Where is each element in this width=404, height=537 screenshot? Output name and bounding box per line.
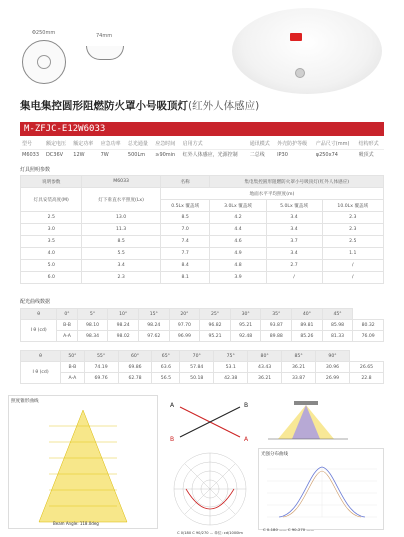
cone-chart-title: 照度锥形曲线 (11, 399, 39, 404)
table-cell: 30.96 (316, 362, 350, 373)
table-cell: / (322, 272, 383, 284)
table-cell: 3.5 (21, 236, 82, 248)
intensity-distribution-chart (258, 448, 384, 530)
table-cell: 3.4 (266, 248, 322, 260)
table-cell: 36.21 (282, 362, 316, 373)
ir-sensor-icon (295, 68, 305, 78)
table-cell: 98.10 (77, 320, 108, 331)
spec-header: 总光通量 (126, 138, 153, 149)
table-cell: 81.33 (322, 331, 353, 342)
table-cell: 4.4 (210, 224, 266, 236)
table-header: 说明参数 (21, 176, 82, 188)
table-cell: 2.5 (322, 236, 383, 248)
table-header: 地面水平平均照度(m) (160, 188, 383, 200)
table-cell: 4.6 (210, 236, 266, 248)
table-cell: 26.99 (316, 373, 350, 384)
cone-x-label: Beam Angle: 118.0deg (53, 521, 99, 526)
table-cell: 2.3 (82, 272, 160, 284)
photometric-section-title: 灯具照明参数 (20, 167, 51, 173)
indicator-light (290, 33, 302, 41)
spec-header: 通讯模式 (248, 138, 275, 149)
spec-header: 外壳防护等级 (275, 138, 314, 149)
spec-value: 吸顶式 (358, 152, 374, 159)
polar-caption: C 0/180 C 90/270 ... 单位: cd/1000lm (177, 531, 243, 535)
intensity-table-1 (20, 308, 384, 342)
lamp-side-drawing (86, 46, 124, 60)
photometric-table (20, 175, 384, 284)
table-row (21, 260, 384, 272)
angle-header: 45° (322, 309, 353, 320)
intensity-table-2 (20, 350, 384, 384)
table-cell: 63.6 (152, 362, 180, 373)
table-cell: 95.21 (230, 320, 261, 331)
table-cell: 6.0 (21, 272, 82, 284)
polar-diagram-svg (166, 449, 254, 527)
table-cell: 26.65 (349, 362, 383, 373)
svg-text:A: A (244, 436, 249, 443)
table-cell: B-B (57, 320, 77, 331)
table-cell: 69.86 (118, 362, 152, 373)
model-banner: M-ZFJC-E12W6033 (20, 122, 384, 136)
cone-chart-svg (9, 406, 157, 526)
spec-header: 启用方式 (181, 138, 248, 149)
table-cell: 97.70 (169, 320, 200, 331)
table-cell: 8.5 (82, 236, 160, 248)
spec-value: ≥90min (155, 151, 176, 158)
intensity-curve-svg (259, 459, 383, 523)
spec-header: 产品尺寸(mm) (314, 138, 357, 149)
detection-diagram (258, 395, 384, 445)
angle-header: θ (21, 309, 57, 320)
spec-value: 12W (73, 151, 85, 158)
angle-header: 70° (180, 351, 214, 362)
svg-text:B: B (170, 436, 175, 443)
svg-text:A: A (170, 402, 175, 409)
angle-header: 90° (316, 351, 350, 362)
spec-value: 500Lm (127, 151, 146, 158)
angle-header: 60° (118, 351, 152, 362)
table-cell: 53.1 (214, 362, 248, 373)
table-cell: 5.5 (82, 248, 160, 260)
table-cell: 4.0 (21, 248, 82, 260)
table-cell: 2.3 (322, 212, 383, 224)
angle-header: 0° (57, 309, 77, 320)
table-cell: 89.88 (261, 331, 292, 342)
angle-header: 20° (169, 309, 200, 320)
table-cell: 96.82 (200, 320, 231, 331)
table-cell: 4.2 (210, 212, 266, 224)
table-cell: / (322, 260, 383, 272)
angle-header: 35° (261, 309, 292, 320)
polar-chart (166, 395, 254, 535)
spec-header: 型号 (20, 138, 44, 149)
table-cell: A-A (61, 373, 84, 384)
spec-header: 额定功率 (71, 138, 98, 149)
table-row (21, 224, 384, 236)
table-cell: 85.98 (322, 320, 353, 331)
illuminance-cone-chart (8, 395, 158, 529)
table-cell: 98.02 (108, 331, 139, 342)
table-cell: 8.1 (160, 272, 210, 284)
spec-value: M6033 (22, 151, 40, 158)
intensity-chart-legend: C 0-180 —— C 90-270 —— (263, 527, 315, 532)
spec-value: IP30 (277, 151, 288, 158)
table-cell: 3.4 (266, 224, 322, 236)
intensity-label: I θ (cd) (21, 320, 57, 342)
table-cell: 43.43 (248, 362, 282, 373)
spec-header: 应急功率 (99, 138, 126, 149)
table-cell: 4.9 (210, 248, 266, 260)
table-header: 名称 (160, 176, 210, 188)
table-cell: B-B (61, 362, 84, 373)
table-cell: 93.87 (261, 320, 292, 331)
table-cell: 8.4 (160, 260, 210, 272)
angle-header: θ (21, 351, 61, 362)
table-cell: 97.62 (138, 331, 169, 342)
table-cell: 98.34 (77, 331, 108, 342)
table-row (21, 272, 384, 284)
intensity-chart-title: 光强分布曲线 (261, 452, 288, 457)
spec-value: DC36V (45, 151, 64, 158)
table-cell: 98.24 (138, 320, 169, 331)
table-cell: 4.8 (210, 260, 266, 272)
table-cell: 57.84 (180, 362, 214, 373)
table-cell: 11.3 (82, 224, 160, 236)
product-header (0, 0, 404, 96)
table-header: 灯具安装高度(M) (21, 188, 82, 212)
table-cell: 76.09 (353, 331, 384, 342)
table-row (21, 248, 384, 260)
lamp-front-drawing (22, 40, 66, 84)
angle-header: 5° (77, 309, 108, 320)
table-cell: 3.9 (210, 272, 266, 284)
detection-svg (258, 395, 384, 445)
table-cell: 2.3 (322, 224, 383, 236)
front-dim-label: Φ250mm (32, 30, 56, 36)
table-cell: 7.4 (160, 236, 210, 248)
angle-header: 15° (138, 309, 169, 320)
table-header: 5.0Lx 覆盖域 (266, 200, 322, 212)
table-cell: 85.26 (292, 331, 323, 342)
table-header: 集电集控圆形阻燃防火罩小号吸顶灯(红外人体感应) (210, 176, 384, 188)
spec-value: φ250x74 (315, 151, 338, 158)
table-header: 3.0Lx 覆盖域 (210, 200, 266, 212)
table-cell: 42.38 (214, 373, 248, 384)
table-header: M6033 (82, 176, 160, 188)
table-cell: 36.21 (248, 373, 282, 384)
table-cell: A-A (57, 331, 77, 342)
angle-header: 55° (84, 351, 118, 362)
table-row (21, 212, 384, 224)
table-cell: 50.18 (180, 373, 214, 384)
table-cell: 69.76 (84, 373, 118, 384)
table-cell: / (266, 272, 322, 284)
table-cell: 3.0 (21, 224, 82, 236)
table-cell: 3.4 (266, 212, 322, 224)
spec-value: 二总线 (249, 152, 265, 159)
spec-header: 额定电压 (44, 138, 71, 149)
angle-header: 75° (214, 351, 248, 362)
table-cell: 1.1 (322, 248, 383, 260)
table-cell: 92.48 (230, 331, 261, 342)
table-cell: 95.21 (200, 331, 231, 342)
table-cell: 56.5 (152, 373, 180, 384)
intensity-section-title: 配光曲线数据 (20, 299, 51, 305)
table-cell: 33.87 (282, 373, 316, 384)
table-cell: 5.0 (21, 260, 82, 272)
side-dim-label: 74mm (96, 33, 113, 39)
table-cell: 3.7 (266, 236, 322, 248)
table-header: 0.5Lx 覆盖域 (160, 200, 210, 212)
angle-header: 25° (200, 309, 231, 320)
product-subtitle: (红外人体感应) (188, 100, 260, 112)
axis-diagram-svg (166, 395, 254, 445)
table-cell: 2.7 (266, 260, 322, 272)
table-cell: 98.24 (108, 320, 139, 331)
angle-header: 65° (152, 351, 180, 362)
angle-header: 80° (248, 351, 282, 362)
table-header: 10.0Lx 覆盖域 (322, 200, 383, 212)
table-cell: 96.99 (169, 331, 200, 342)
angle-header: 85° (282, 351, 316, 362)
table-cell: 74.19 (84, 362, 118, 373)
table-cell: 62.78 (118, 373, 152, 384)
spec-header: 结构形式 (357, 138, 384, 149)
table-cell: 13.0 (82, 212, 160, 224)
table-cell: 80.32 (353, 320, 384, 331)
product-title: 集电集控圆形阻燃防火罩小号吸顶灯(红外人体感应) (20, 100, 260, 112)
spec-value: 红外人体感应，光源控制 (182, 152, 238, 159)
intensity-label: I θ (cd) (21, 362, 61, 384)
angle-header: 40° (292, 309, 323, 320)
spec-table (20, 138, 384, 160)
table-cell: 7.0 (160, 224, 210, 236)
angle-header: 10° (108, 309, 139, 320)
table-row (21, 236, 384, 248)
angle-header: 30° (230, 309, 261, 320)
table-cell: 89.81 (292, 320, 323, 331)
table-cell: 22.8 (349, 373, 383, 384)
svg-text:B: B (244, 402, 249, 409)
table-cell: 2.5 (21, 212, 82, 224)
spec-header: 应急时间 (153, 138, 180, 149)
table-cell: 3.4 (82, 260, 160, 272)
product-photo (232, 8, 382, 94)
angle-header: 50° (61, 351, 84, 362)
table-header: 灯下垂直水平照度(Lx) (82, 188, 160, 212)
table-cell: 7.7 (160, 248, 210, 260)
table-cell: 8.5 (160, 212, 210, 224)
spec-value: 7W (100, 151, 109, 158)
